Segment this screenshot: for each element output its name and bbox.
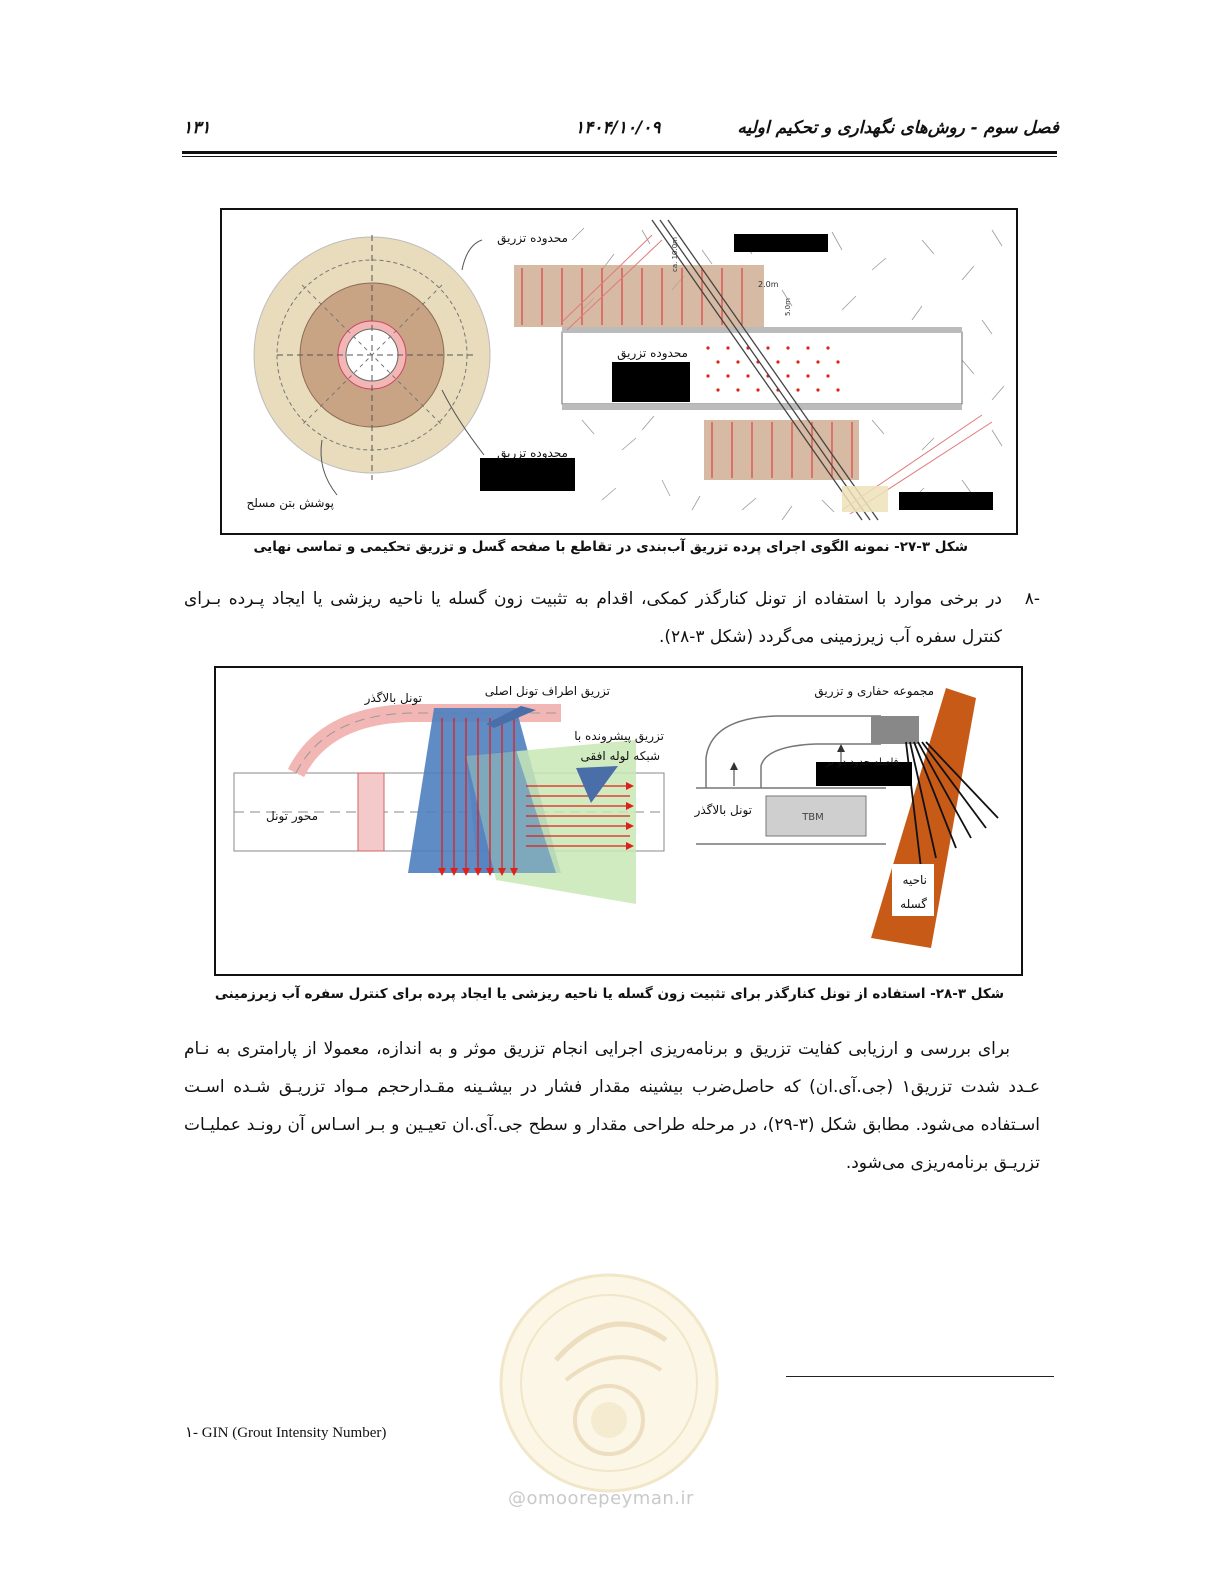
fault-grouting-section xyxy=(514,220,992,520)
item-number: -۸ xyxy=(1024,589,1040,609)
tunnel-cross-section xyxy=(254,235,490,480)
label-grout-zone-mid: محدوده تزریق xyxy=(617,346,688,360)
label-tbm: TBM xyxy=(802,812,824,823)
dim-5m: 5.0m xyxy=(784,298,792,316)
label-distance: فاصله حدود دو بر xyxy=(825,757,899,768)
figure-3-27 xyxy=(220,208,1018,535)
label-grout-zone-top: محدوده تزریق xyxy=(497,231,568,245)
label-pre-grout-line1: تزریق پیشرونده با xyxy=(574,729,664,743)
figure-3-28-caption: شکل ۳-۲۸- استفاده از تونل کنارگذر برای تثبیت زون گسله یا ناحیه ریزشی یا ایجاد پرده برای کنترل سفره آب زیرزمینی xyxy=(214,986,1004,1002)
dim-10m: ca. 10.0m xyxy=(671,237,679,272)
item-text: در برخی موارد با استفاده از تونل کنارگذر کمکی، اقدام به تثبیت زون گسله یا ناحیه ریزشی یا ایجاد پـرده بـرای کنترل سفره آب زیرزمینی می‌گردد (شکل ۳-۲۸). xyxy=(184,589,1002,647)
footnote: ۱- GIN (Grout Intensity Number) xyxy=(185,1425,387,1441)
header-rule-thin xyxy=(182,156,1057,157)
label-drill-grout-unit: مجموعه حفاری و تزریق xyxy=(814,684,934,698)
watermark-text: @omoorepeyman.ir xyxy=(508,1488,694,1509)
label-grout-around-main-tunnel: تزریق اطراف تونل اصلی xyxy=(484,684,610,698)
redaction-box xyxy=(480,458,575,491)
redaction-box xyxy=(734,234,828,252)
label-concrete-lining: پوشش بتن مسلح xyxy=(246,496,334,510)
label-grout-zone-bottom: محدوده تزریق xyxy=(497,446,568,460)
label-bypass-tunnel-right: تونل بالاگذر xyxy=(694,803,752,817)
dim-2m: 2.0m xyxy=(758,280,779,289)
drill-grout-section xyxy=(696,688,998,948)
redaction-box xyxy=(899,492,993,510)
watermark-logo xyxy=(496,1270,722,1496)
redaction-box xyxy=(612,362,690,402)
figure-3-28 xyxy=(214,666,1023,976)
paragraph-item-8 xyxy=(184,580,1040,656)
watermark-seal-icon xyxy=(496,1270,722,1496)
figure-3-27-caption: شکل ۳-۲۷- نمونه الگوی اجرای پرده تزریق آب‌بندی در تقاطع با صفحه گسل و تزریق تحکیمی و تماسی نهایی xyxy=(253,539,968,555)
page-number: ۱۳۱ xyxy=(183,118,211,138)
paragraph-gin: برای بررسی و ارزیابی کفایت تزریق و برنامه‌ریزی اجرایی انجام تزریق موثر و به اندازه، معمولا از پارامتری به نـام عـدد شدت تزریق۱ (جی.آی.ان) که حاصل‌ضرب بیشینه مقدار فشار در بیشـینه مقـدارحجم مـواد تزریـق شـده اسـت اسـتفاده می‌شود. مطابق شکل (۳-۲۹)، در مرحله طراحی مقدار و سطح جی.آی.ان تعیـین و بـر اسـاس آن رونـد عملیـات تزریـق برنامه‌ریزی می‌شود. xyxy=(184,1039,1040,1173)
label-fault-zone-2: گسله xyxy=(900,897,927,911)
footnote-rule xyxy=(786,1376,1054,1377)
header-rule-thick xyxy=(182,151,1057,154)
header-date: ۱۴۰۴/۱۰/۰۹ xyxy=(575,118,661,138)
chapter-title: فصل سوم - روش‌های نگهداری و تحکیم اولیه xyxy=(737,118,1059,138)
label-pre-grout-line2: شبکه لوله افقی xyxy=(580,749,660,763)
figure-3-27-drawing xyxy=(222,210,1016,533)
label-fault-zone-1: ناحیه xyxy=(902,873,927,887)
label-tunnel-axis: محور تونل xyxy=(266,809,318,823)
label-bypass-tunnel: تونل بالاگذر xyxy=(364,691,422,705)
figure-3-28-drawing xyxy=(216,668,1021,974)
